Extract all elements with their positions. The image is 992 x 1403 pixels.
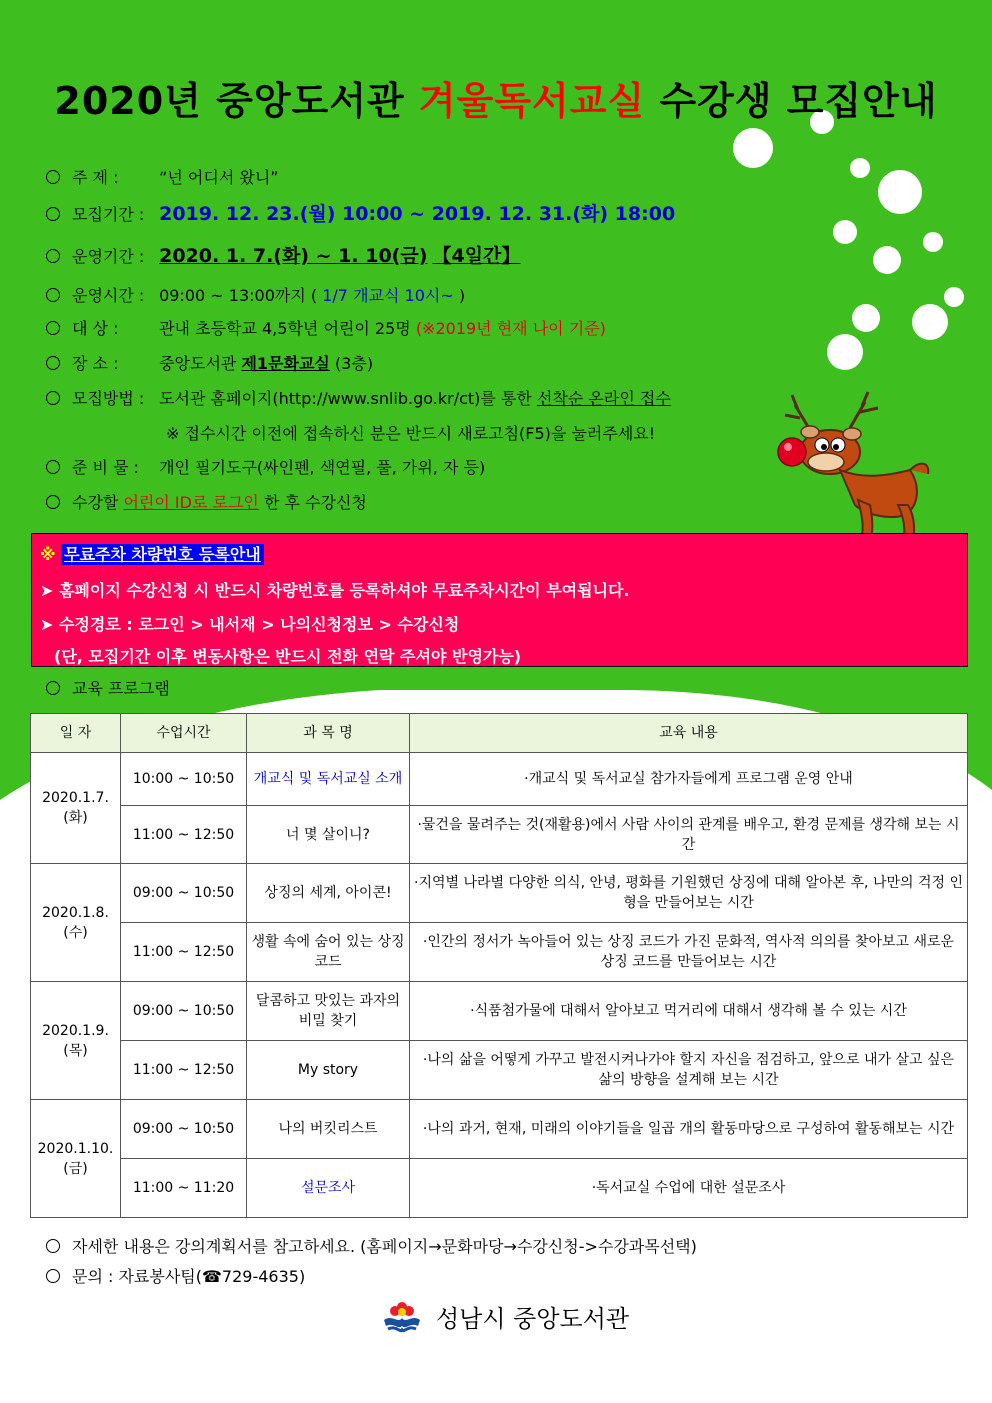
notice-header: 무료주차 차량번호 등록안내	[61, 544, 264, 565]
time-close: )	[458, 286, 466, 305]
prep-value: 개인 필기도구(싸인펜, 색연필, 풀, 가위, 자 등)	[159, 458, 486, 477]
page-title	[0, 70, 992, 125]
bullet-circle-icon	[46, 1239, 60, 1253]
subject-cell: 설문조사	[247, 1159, 410, 1218]
place-floor: (3층)	[329, 354, 374, 373]
bullet-circle-icon	[46, 207, 60, 221]
bullet-circle-icon	[46, 391, 60, 405]
method-value: 도서관 홈페이지(http://www.snlib.go.kr/ct)를 통한	[159, 389, 537, 408]
time-cell: 11:00 ~ 11:20	[121, 1159, 247, 1218]
weekday-text: (수)	[63, 924, 88, 941]
info-method-note: ※ 접수시간 이전에 접속하신 분은 반드시 새로고침(F5)을 눌러주세요!	[166, 424, 656, 443]
time-value: 09:00 ~ 13:00까지 (	[159, 286, 318, 305]
subject-cell: 나의 버킷리스트	[247, 1100, 410, 1159]
header-content: 교육 내용	[410, 714, 968, 753]
bullet-circle-icon	[46, 356, 60, 370]
date-text: 2020.1.7.	[42, 790, 109, 806]
table-header-row	[31, 714, 968, 753]
parking-notice	[31, 533, 968, 667]
content-cell: ·나의 과거, 현재, 미래의 이야기들을 일곱 개의 활동마당으로 구성하여 활동해보는 시간	[410, 1100, 968, 1159]
date-cell	[31, 982, 121, 1100]
footer-contact	[46, 1264, 305, 1287]
notice-line1: ➤ 홈페이지 수강신청 시 반드시 차량번호를 등록하셔야 무료주차시간이 부여됩니다.	[40, 581, 630, 600]
place-room: 제1문화교실	[241, 354, 330, 373]
bullet-circle-icon	[46, 681, 60, 695]
bullet-circle-icon	[46, 288, 60, 302]
info-prep	[46, 455, 806, 478]
theme-value: “넌 어디서 왔니”	[159, 168, 279, 187]
bullet-circle-icon	[46, 495, 60, 509]
subject-cell: 개교식 및 독서교실 소개	[247, 753, 410, 806]
target-value: 관내 초등학교 4,5학년 어린이 25명	[159, 319, 411, 338]
title-highlight: 겨울독서교실	[418, 79, 646, 123]
bullet-circle-icon	[46, 249, 60, 263]
subject-cell: 달콤하고 맛있는 과자의 비밀 찾기	[247, 982, 410, 1041]
time-cell: 11:00 ~ 12:50	[121, 1041, 247, 1100]
content-cell: ·식품첨가물에 대해서 알아보고 먹거리에 대해서 생각해 볼 수 있는 시간	[410, 982, 968, 1041]
info-recruit	[46, 199, 806, 226]
info-theme	[46, 165, 806, 188]
time-cell: 11:00 ~ 12:50	[121, 923, 247, 982]
library-name: 성남시 중앙도서관	[436, 1304, 630, 1333]
header-time: 수업시간	[121, 714, 247, 753]
schedule-table	[30, 713, 968, 1218]
time-note: 1/7 개교식 10시~	[322, 286, 454, 305]
time-label: 운영시간 :	[72, 286, 145, 305]
period-value: 2020. 1. 7.(화) ~ 1. 10(금)	[159, 245, 428, 267]
info-target	[46, 316, 806, 339]
info-time	[46, 283, 806, 306]
target-note: (※2019년 현재 나이 기준)	[415, 319, 606, 338]
notice-line2: ➤ 수정경로 : 로그인 > 내서재 > 나의신청정보 > 수강신청	[40, 615, 460, 634]
header-subject: 과 목 명	[247, 714, 410, 753]
date-cell	[31, 753, 121, 864]
theme-label: 주 제 :	[72, 168, 119, 187]
date-text: 2020.1.8.	[42, 904, 109, 921]
time-cell: 10:00 ~ 10:50	[121, 753, 247, 806]
time-cell: 09:00 ~ 10:50	[121, 982, 247, 1041]
time-cell: 09:00 ~ 10:50	[121, 1100, 247, 1159]
period-days: 【4일간】	[432, 245, 521, 267]
content-cell: ·인간의 정서가 녹아들어 있는 상징 코드가 가진 문화적, 역사적 의의를 찾아보고 새로운 상징 코드를 만들어보는 시간	[410, 923, 968, 982]
notice-mark: ※	[40, 545, 56, 564]
footer-detail	[46, 1234, 697, 1257]
weekday-text: (목)	[63, 1042, 88, 1059]
footer-contact-text: 문의 : 자료봉사팀(☎729-4635)	[72, 1267, 306, 1286]
target-label: 대 상 :	[72, 319, 119, 338]
recruit-value: 2019. 12. 23.(월) 10:00 ~ 2019. 12. 31.(화) 18:00	[159, 203, 676, 225]
info-period	[46, 241, 806, 268]
method-highlight: 선착순 온라인 접수	[536, 389, 671, 408]
date-cell	[31, 1100, 121, 1218]
table-row	[31, 923, 968, 982]
bullet-circle-icon	[46, 1269, 60, 1283]
program-label: 교육 프로그램	[72, 679, 170, 698]
table-row	[31, 982, 968, 1041]
period-label: 운영기간 :	[72, 247, 145, 266]
table-row	[31, 1100, 968, 1159]
weekday-text: (금)	[63, 1160, 88, 1177]
time-cell: 09:00 ~ 10:50	[121, 864, 247, 923]
recruit-label: 모집기간 :	[72, 205, 145, 224]
notice-line3: (단, 모집기간 이후 변동사항은 반드시 전화 연락 주셔야 반영가능)	[54, 647, 522, 666]
content-cell: ·물건을 물려주는 것(재활용)에서 사람 사이의 관계를 배우고, 환경 문제를 생각해 보는 시간	[410, 806, 968, 864]
date-text: 2020.1.10.	[37, 1140, 114, 1157]
content-cell: ·지역별 나라별 다양한 의식, 안녕, 평화를 기원했던 상징에 대해 알아본 후, 나만의 걱정 인형을 만들어보는 시간	[410, 864, 968, 923]
header-date: 일 자	[31, 714, 121, 753]
info-program	[46, 676, 806, 699]
subject-cell: My story	[247, 1041, 410, 1100]
info-apply	[46, 490, 806, 513]
date-cell	[31, 864, 121, 982]
table-row	[31, 1159, 968, 1218]
subject-cell: 너 몇 살이니?	[247, 806, 410, 864]
date-text: 2020.1.9.	[42, 1022, 109, 1039]
prep-label: 준 비 물 :	[72, 458, 140, 477]
content-cell: ·개교식 및 독서교실 참가자들에게 프로그램 운영 안내	[410, 753, 968, 806]
bullet-circle-icon	[46, 460, 60, 474]
city-emblem-icon	[380, 1296, 424, 1336]
time-cell: 11:00 ~ 12:50	[121, 806, 247, 864]
title-part1: 2020년 중앙도서관	[54, 79, 419, 123]
table-row	[31, 806, 968, 864]
place-value: 중앙도서관	[159, 354, 242, 373]
apply-highlight: 어린이 ID로 로그인	[123, 493, 259, 512]
content-cell: ·나의 삶을 어떻게 가꾸고 발전시켜나가야 할지 자신을 점검하고, 앞으로 내가 살고 싶은 삶의 방향을 설계해 보는 시간	[410, 1041, 968, 1100]
bullet-circle-icon	[46, 170, 60, 184]
notice-header-line	[40, 542, 264, 565]
title-part3: 수강생 모집안내	[645, 79, 938, 123]
info-method	[46, 386, 806, 409]
content-cell: ·독서교실 수업에 대한 설문조사	[410, 1159, 968, 1218]
info-place	[46, 351, 806, 374]
table-row	[31, 753, 968, 806]
weekday-text: (화)	[63, 810, 88, 826]
bullet-circle-icon	[46, 321, 60, 335]
place-label: 장 소 :	[72, 354, 119, 373]
table-row	[31, 864, 968, 923]
method-label: 모집방법 :	[72, 389, 145, 408]
apply-suffix: 한 후 수강신청	[258, 493, 367, 512]
apply-prefix: 수강할	[72, 493, 124, 512]
subject-cell: 생활 속에 숨어 있는 상징코드	[247, 923, 410, 982]
subject-cell: 상징의 세계, 아이콘!	[247, 864, 410, 923]
table-row	[31, 1041, 968, 1100]
library-logo	[380, 1296, 629, 1336]
footer-detail-text: 자세한 내용은 강의계획서를 참고하세요. (홈페이지→문화마당→수강신청->수강과목선택)	[72, 1237, 697, 1256]
